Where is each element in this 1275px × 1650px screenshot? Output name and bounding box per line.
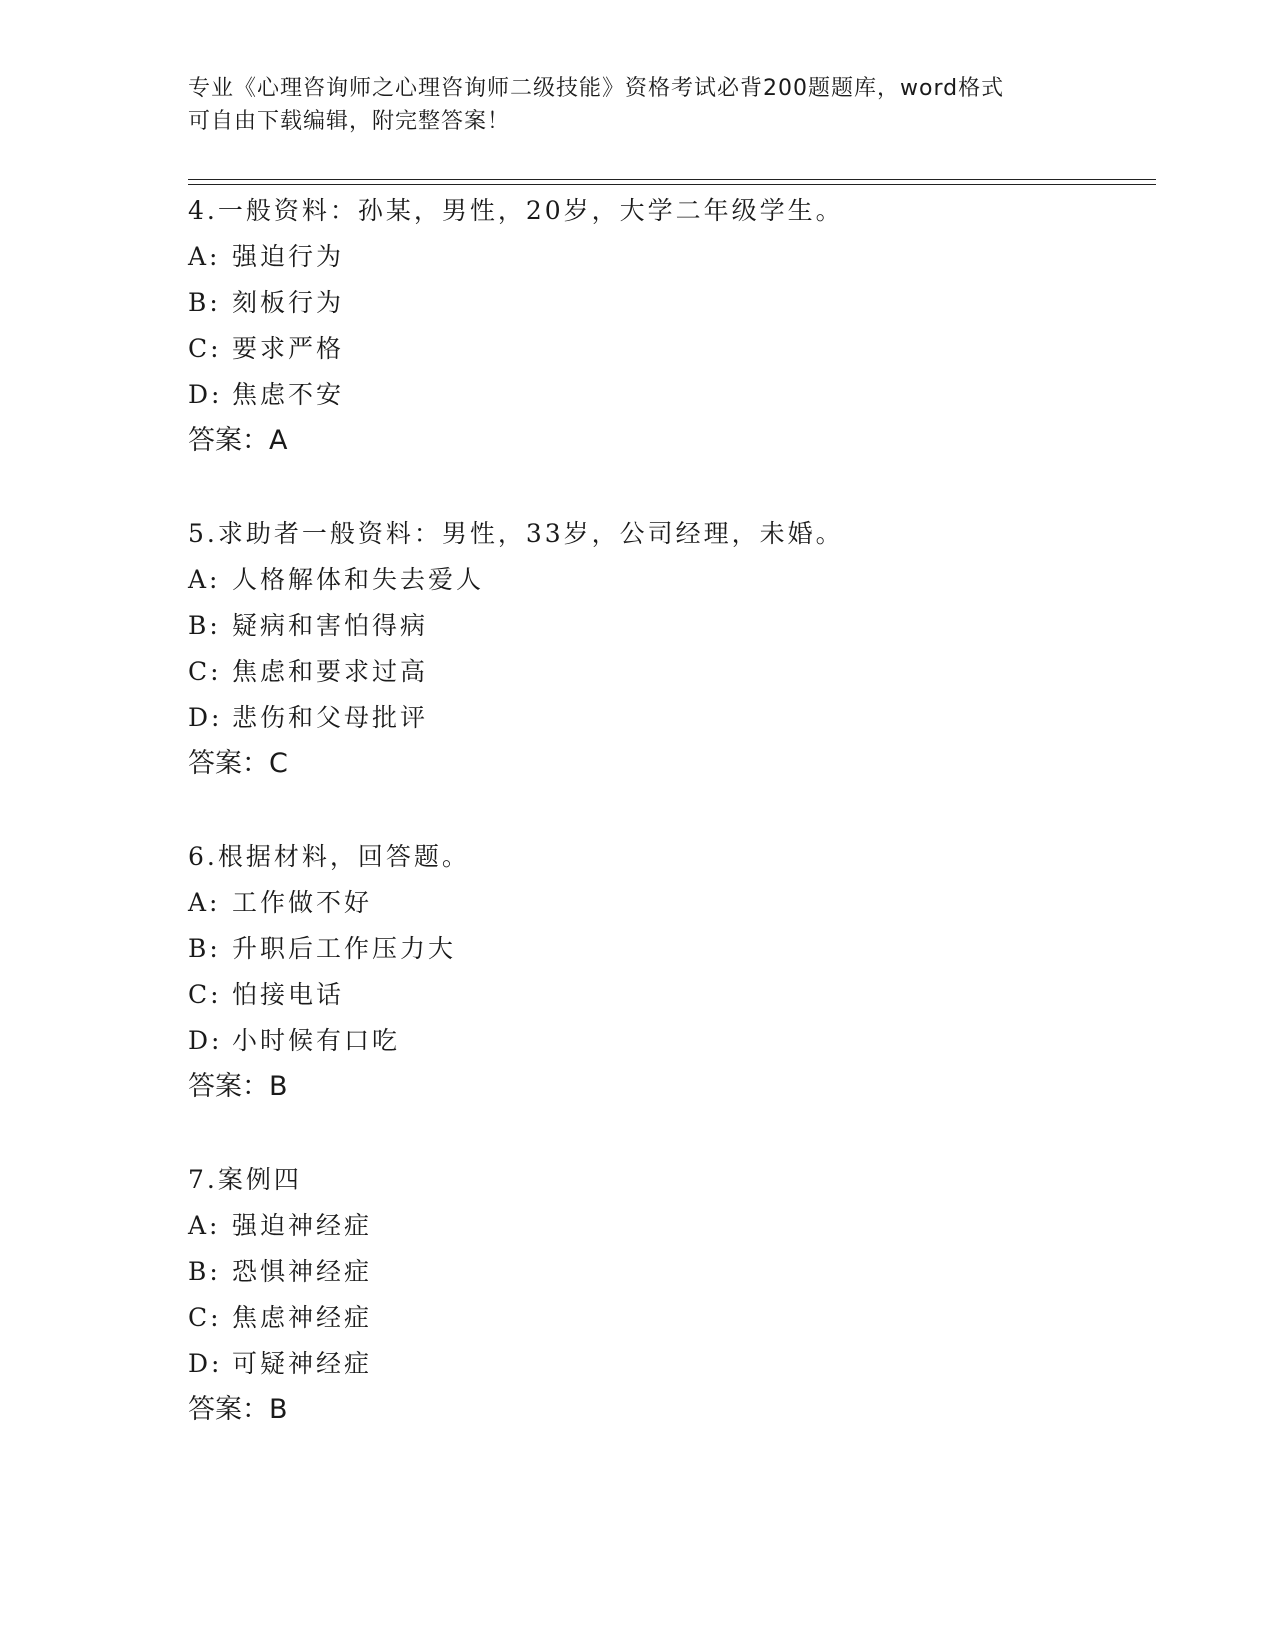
option-letter: D: xyxy=(188,380,223,409)
option-text: 可疑神经症 xyxy=(232,1349,373,1378)
option-letter: B: xyxy=(188,611,221,640)
option-letter: B: xyxy=(188,1257,221,1286)
answer-line xyxy=(188,1064,1148,1110)
question-stem: 4.一般资料：孙某，男性，20岁，大学二年级学生。 xyxy=(188,196,844,225)
option-a xyxy=(188,234,1148,280)
document-header xyxy=(188,72,1068,138)
question-7 xyxy=(188,1157,1148,1433)
option-text: 升职后工作压力大 xyxy=(232,934,457,963)
option-letter: A: xyxy=(188,1211,221,1240)
option-text: 人格解体和失去爱人 xyxy=(232,565,485,594)
question-5 xyxy=(188,511,1148,787)
option-b xyxy=(188,280,1148,326)
option-c xyxy=(188,1295,1148,1341)
option-b xyxy=(188,926,1148,972)
answer-label: 答案： xyxy=(188,1071,269,1102)
option-d xyxy=(188,695,1148,741)
question-stem: 6.根据材料，回答题。 xyxy=(188,842,470,871)
option-letter: A: xyxy=(188,888,221,917)
option-c xyxy=(188,326,1148,372)
option-text: 要求严格 xyxy=(232,334,345,363)
answer-label: 答案： xyxy=(188,748,269,779)
option-letter: D: xyxy=(188,1349,223,1378)
answer-value: C xyxy=(269,748,288,779)
option-letter: D: xyxy=(188,703,223,732)
question-list xyxy=(188,188,1148,1480)
option-text: 怕接电话 xyxy=(232,980,345,1009)
option-text: 小时候有口吃 xyxy=(232,1026,401,1055)
answer-value: B xyxy=(269,1394,288,1425)
header-divider-top xyxy=(188,179,1156,180)
option-letter: C: xyxy=(188,1303,222,1332)
header-line-2: 可自由下载编辑，附完整答案！ xyxy=(188,109,511,134)
question-6 xyxy=(188,834,1148,1110)
option-a xyxy=(188,1203,1148,1249)
option-letter: B: xyxy=(188,934,221,963)
option-letter: C: xyxy=(188,980,222,1009)
option-letter: B: xyxy=(188,288,221,317)
answer-value: A xyxy=(269,425,288,456)
option-letter: A: xyxy=(188,565,221,594)
option-a xyxy=(188,557,1148,603)
answer-label: 答案： xyxy=(188,1394,269,1425)
option-d xyxy=(188,372,1148,418)
option-text: 焦虑和要求过高 xyxy=(232,657,429,686)
option-text: 悲伤和父母批评 xyxy=(232,703,429,732)
option-text: 焦虑不安 xyxy=(232,380,345,409)
option-c xyxy=(188,972,1148,1018)
option-b xyxy=(188,603,1148,649)
option-text: 焦虑神经症 xyxy=(232,1303,373,1332)
option-d xyxy=(188,1018,1148,1064)
answer-line xyxy=(188,741,1148,787)
header-divider-bottom xyxy=(188,184,1156,185)
option-text: 疑病和害怕得病 xyxy=(232,611,429,640)
option-letter: A: xyxy=(188,242,221,271)
option-a xyxy=(188,880,1148,926)
question-stem: 5.求助者一般资料：男性，33岁，公司经理，未婚。 xyxy=(188,519,844,548)
answer-line xyxy=(188,418,1148,464)
answer-line xyxy=(188,1387,1148,1433)
option-letter: C: xyxy=(188,657,222,686)
question-4 xyxy=(188,188,1148,464)
option-b xyxy=(188,1249,1148,1295)
option-letter: D: xyxy=(188,1026,223,1055)
answer-label: 答案： xyxy=(188,425,269,456)
option-letter: C: xyxy=(188,334,222,363)
header-line-1: 专业《心理咨询师之心理咨询师二级技能》资格考试必背200题题库，word格式 xyxy=(188,76,1005,101)
option-d xyxy=(188,1341,1148,1387)
option-text: 强迫神经症 xyxy=(232,1211,373,1240)
option-text: 刻板行为 xyxy=(232,288,345,317)
option-c xyxy=(188,649,1148,695)
option-text: 工作做不好 xyxy=(232,888,373,917)
option-text: 恐惧神经症 xyxy=(232,1257,373,1286)
option-text: 强迫行为 xyxy=(232,242,345,271)
answer-value: B xyxy=(269,1071,288,1102)
question-stem: 7.案例四 xyxy=(188,1165,302,1194)
